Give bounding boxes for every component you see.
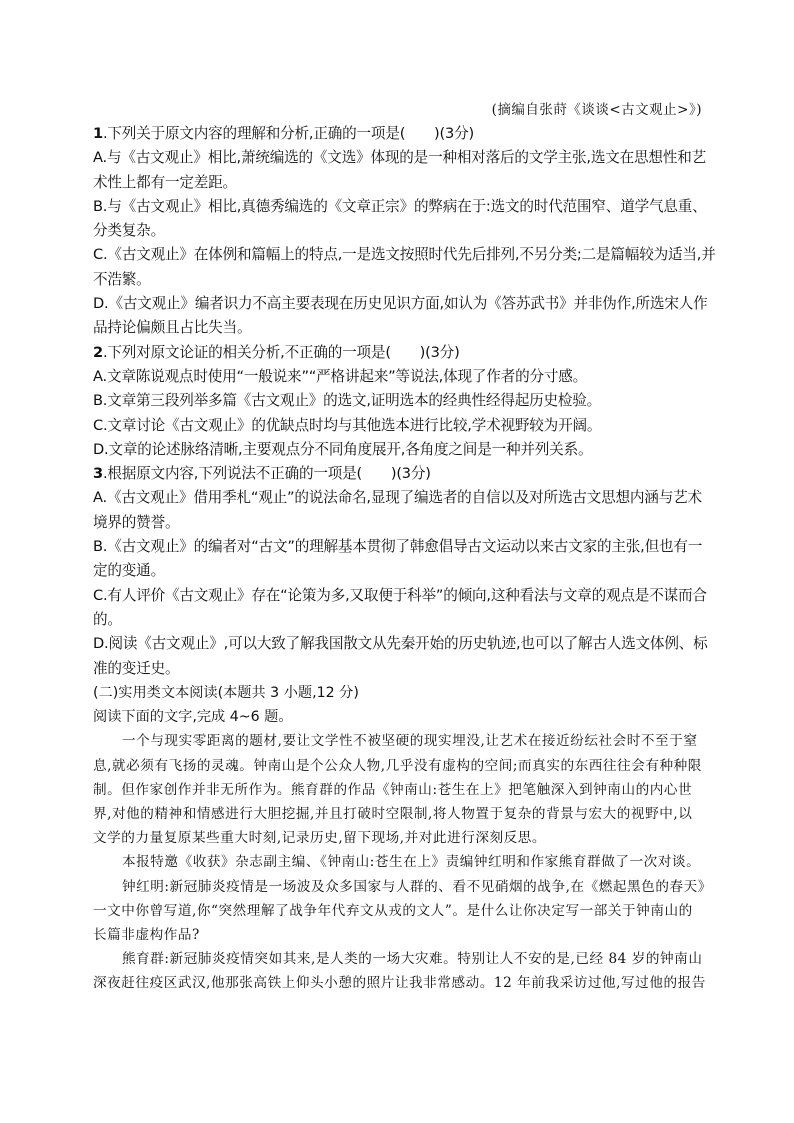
passage-paragraph-4	[93, 947, 705, 995]
option-line: 术性上都有一定差距。	[93, 173, 237, 191]
option-line: B.与《古文观止》相比,真德秀编选的《文章正宗》的弊病在于:选文的时代范围窄、道学气息重、	[93, 197, 707, 215]
option-line: 定的变通。	[93, 562, 165, 580]
question-number: 2	[93, 343, 103, 361]
option-b	[93, 535, 705, 584]
passage-line: 熊育群:新冠肺炎疫情突如其来,是人类的一场大灾难。特别让人不安的是,已经 84 岁的钟南山	[122, 951, 703, 968]
option-line: A.与《古文观止》相比,萧统编选的《文选》体现的是一种相对落后的文学主张,选文在思想性和艺	[93, 149, 706, 167]
passage-paragraph-1	[93, 729, 705, 850]
passage-line: 长篇非虚构作品?	[93, 927, 200, 944]
option-line: C.有人评价《古文观止》存在“论策为多,又取便于科举”的倾向,这种看法与文章的观点是不谋而合	[93, 586, 707, 604]
option-c: C.文章讨论《古文观止》的优缺点时均与其他选本进行比较,学术视野较为开阔。	[93, 416, 602, 434]
passage-line: 钟红明:新冠肺炎疫情是一场波及众多国家与人群的、看不见硝烟的战争,在《燃起黑色的春天》	[122, 878, 712, 895]
option-line: D.阅读《古文观止》,可以大致了解我国散文从先秦开始的历史轨迹,也可以了解古人选文体例、标	[93, 635, 708, 653]
passage-line: 界,对他的精神和情感进行大胆挖掘,并且打破时空限制,将人物置于复杂的背景与宏大的视野中,以	[93, 806, 693, 823]
question-3	[93, 462, 708, 681]
passage-paragraph-3	[93, 875, 712, 948]
option-line: 分类复杂。	[93, 222, 165, 240]
source-citation: (摘编自张莳《谈谈<古文观止>》)	[491, 102, 702, 118]
option-d	[93, 292, 708, 341]
reading-passage	[93, 729, 712, 995]
passage-line: 制。但作家创作并非无所作为。熊育群的作品《钟南山:苍生在上》把笔触深入到钟南山的内心世	[93, 781, 693, 798]
option-line: B.《古文观止》的编者对“古文”的理解基本贯彻了韩愈倡导古文运动以来古文家的主张,但也有一	[93, 538, 703, 556]
section-title: (二)实用类文本阅读(本题共 3 小题,12 分)	[93, 684, 359, 701]
questions-content	[93, 122, 716, 996]
question-1	[93, 122, 716, 341]
option-d: D.文章的论述脉络清晰,主要观点分不同角度展开,各角度之间是一种并列关系。	[93, 440, 593, 458]
question-number: 1	[93, 125, 103, 142]
option-b: B.文章第三段列举多篇《古文观止》的选文,证明选本的经典性经得起历史检验。	[93, 392, 602, 410]
question-number: 3	[93, 465, 103, 483]
option-line: 不浩繁。	[93, 270, 151, 288]
passage-paragraph-2	[93, 850, 705, 874]
option-line: 的。	[93, 610, 122, 628]
option-d	[93, 632, 708, 681]
option-line: A.《古文观止》借用季札“观止”的说法命名,显现了编选者的自信以及对所选古文思想内涵与艺术	[93, 489, 702, 507]
option-a: A.文章陈说观点时使用“一般说来”“严格讲起来”等说法,体现了作者的分寸感。	[93, 367, 588, 385]
option-line: 境界的赞誉。	[93, 513, 180, 531]
option-a	[93, 486, 705, 535]
option-c	[93, 243, 716, 292]
option-line: C.《古文观止》在体例和篇幅上的特点,一是选文按照时代先后排列,不另分类;二是篇幅较为适当,并	[93, 246, 716, 264]
passage-line: 息,就必须有飞扬的灵魂。钟南山是个公众人物,几乎没有虚构的空间;而真实的东西往往会有种种限	[93, 757, 702, 774]
option-line: D.《古文观止》编者识力不高主要表现在历史见识方面,如认为《答苏武书》并非伪作,所选宋人作	[93, 295, 708, 313]
question-stem: .下列对原文论证的相关分析,不正确的一项是( )(3分)	[102, 343, 460, 361]
section-instruction: 阅读下面的文字,完成 4~6 题。	[93, 709, 293, 726]
option-line: 品持论偏颇且占比失当。	[93, 319, 252, 337]
passage-line: 文学的力量复原某些重大时刻,记录历史,留下现场,并对此进行深刻反思。	[93, 830, 547, 847]
passage-line: 一文中你曾写道,你“突然理解了战争年代弃文从戎的文人”。是什么让你决定写一部关于钟南山的	[93, 902, 693, 919]
passage-line: 深夜赶往疫区武汉,他那张高铁上仰头小憩的照片让我非常感动。12 年前我采访过他,写过他的报告	[93, 975, 706, 992]
question-stem: .下列关于原文内容的理解和分析,正确的一项是( )(3分)	[102, 125, 474, 142]
option-a	[93, 146, 705, 195]
option-c	[93, 584, 705, 633]
passage-line: 本报特邀《收获》杂志副主编、《钟南山:苍生在上》责编钟红明和作家熊育群做了一次对谈。	[122, 854, 701, 871]
question-stem: .根据原文内容,下列说法不正确的一项是( )(3分)	[102, 465, 431, 483]
option-line: 准的变迁史。	[93, 659, 180, 677]
question-2	[93, 341, 705, 462]
passage-line: 一个与现实零距离的题材,要让文学性不被坚硬的现实埋没,让艺术在接近纷纭社会时不至于窒	[122, 733, 698, 750]
option-b	[93, 195, 705, 244]
